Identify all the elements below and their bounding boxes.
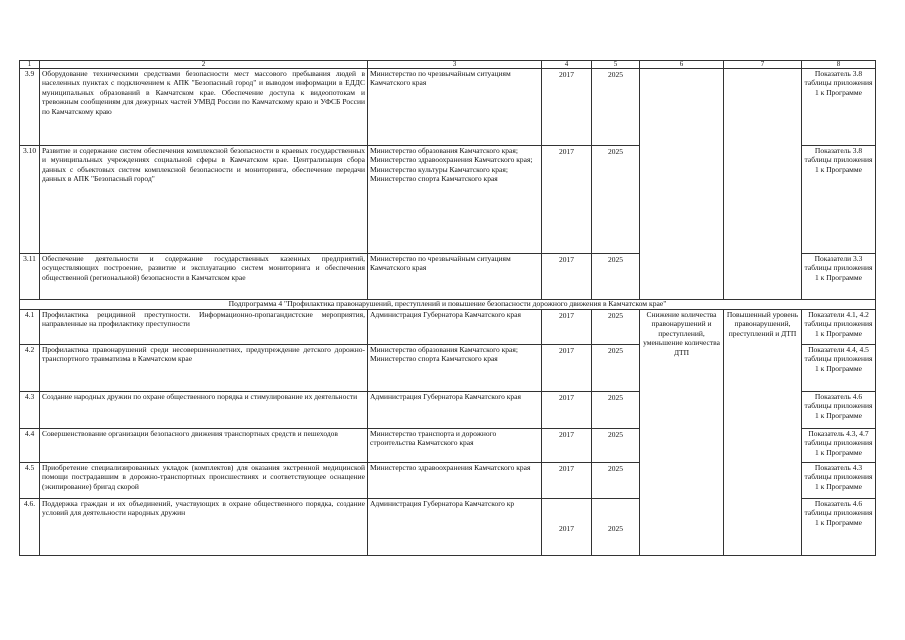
row-number: 3.9 — [20, 69, 40, 146]
indicator: Показатель 3.8 таблицы приложения 1 к Программе — [802, 146, 876, 254]
executor: Администрация Губернатора Камчатского кр — [368, 499, 542, 556]
program-table — [19, 60, 876, 556]
column-number-row — [20, 61, 876, 69]
col-header-1: 1 — [20, 61, 40, 69]
start-year: 2017 — [542, 463, 592, 499]
consequence-of-failure: Повышенный уровень правонарушений, преступлений и ДТП — [724, 310, 802, 556]
row-number: 4.1 — [20, 310, 40, 345]
executor: Министерство по чрезвычайным ситуациям Камчатского края — [368, 69, 542, 146]
end-year: 2025 — [592, 146, 640, 254]
executor: Министерство транспорта и дорожного строительства Камчатского края — [368, 429, 542, 463]
indicator: Показатели 4.1, 4.2 таблицы приложения 1 к Программе — [802, 310, 876, 345]
indicator: Показатели 4.4, 4.5 таблицы приложения 1 к Программе — [802, 345, 876, 392]
col-header-4: 4 — [542, 61, 592, 69]
row-number: 3.11 — [20, 254, 40, 300]
row-number: 4.6. — [20, 499, 40, 556]
measure-title: Создание народных дружин по охране общественного порядка и стимулирование их деятельности — [40, 392, 368, 429]
measure-title: Совершенствование организации безопасного движения транспортных средств и пешеходов — [40, 429, 368, 463]
executor: Министерство здравоохранения Камчатского края — [368, 463, 542, 499]
measure-title: Приобретение специализированных укладок (комплектов) для оказания экстренной медицинской помощи пострадавшим в дорожно-транспортных происшествиях и соответствующее оснащение (экипирование) бригад скорой — [40, 463, 368, 499]
end-year: 2025 — [592, 392, 640, 429]
end-year: 2025 — [592, 499, 640, 556]
indicator: Показатель 3.8 таблицы приложения 1 к Программе — [802, 69, 876, 146]
indicator: Показатель 4.3, 4.7 таблицы приложения 1 к Программе — [802, 429, 876, 463]
start-year: 2017 — [542, 345, 592, 392]
start-year: 2017 — [542, 146, 592, 254]
measure-title: Профилактика рецидивной преступности. Информационно-пропагандистские мероприятия, направленные на профилактику преступности — [40, 310, 368, 345]
start-year: 2017 — [542, 499, 592, 556]
table-row — [20, 310, 876, 345]
row-number: 3.10 — [20, 146, 40, 254]
executor: Министерство по чрезвычайным ситуациям Камчатского края — [368, 254, 542, 300]
col-header-8: 8 — [802, 61, 876, 69]
executor: Администрация Губернатора Камчатского края — [368, 392, 542, 429]
col-header-5: 5 — [592, 61, 640, 69]
indicator: Показатель 4.3 таблицы приложения 1 к Программе — [802, 463, 876, 499]
end-year: 2025 — [592, 429, 640, 463]
end-year: 2025 — [592, 254, 640, 300]
measure-title: Профилактика правонарушений среди несовершеннолетних, предупреждение детского дорожно-транспортного травматизма в Камчатском крае — [40, 345, 368, 392]
row-number: 4.3 — [20, 392, 40, 429]
measure-title: Оборудование техническими средствами безопасности мест массового пребывания людей в населенных пунктах с подключением к АПК "Безопасный город" и выводом информации в ЕДДС муниципальных образований в Камчатском крае. Обеспечение доступа к видеопотокам и тревожным сообщениям для дежурных частей УМВД России по Камчатскому краю и УФСБ России по Камчатскому краю — [40, 69, 368, 146]
measure-title: Обеспечение деятельности и содержание государственных казенных предприятий, осуществляющих построение, развитие и эксплуатацию систем мониторинга и обеспечения общественной (региональной) безопасности в Камчатском крае — [40, 254, 368, 300]
measure-title: Поддержка граждан и их объединений, участвующих в охране общественного порядка, создание условий для деятельности народных дружин — [40, 499, 368, 556]
end-year: 2025 — [592, 345, 640, 392]
row-number: 4.4 — [20, 429, 40, 463]
expected-result: Снижение количества правонарушений и преступлений, уменьшение количества ДТП — [640, 310, 724, 556]
col-header-2: 2 — [40, 61, 368, 69]
end-year: 2025 — [592, 69, 640, 146]
start-year: 2017 — [542, 429, 592, 463]
table-row — [20, 69, 876, 146]
row-number: 4.2 — [20, 345, 40, 392]
end-year: 2025 — [592, 310, 640, 345]
start-year: 2017 — [542, 69, 592, 146]
row-number: 4.5 — [20, 463, 40, 499]
executor: Министерство образования Камчатского края; Министерство спорта Камчатского края — [368, 345, 542, 392]
subprogram-title: Подпрограмма 4 "Профилактика правонарушений, преступлений и повышение безопасности дорожного движения в Камчатском крае" — [20, 300, 876, 310]
start-year: 2017 — [542, 392, 592, 429]
indicator: Показатель 4.6 таблицы приложения 1 к Программе — [802, 392, 876, 429]
subprogram-row — [20, 300, 876, 310]
indicator: Показатели 3.3 таблицы приложения 1 к Программе — [802, 254, 876, 300]
executor: Администрация Губернатора Камчатского края — [368, 310, 542, 345]
start-year: 2017 — [542, 254, 592, 300]
executor: Министерство образования Камчатского края; Министерство здравоохранения Камчатского края; Министерство культуры Камчатского края; Министерство спорта Камчатского края — [368, 146, 542, 254]
result-cell — [640, 69, 724, 300]
col-header-7: 7 — [724, 61, 802, 69]
start-year: 2017 — [542, 310, 592, 345]
consequence-cell — [724, 69, 802, 300]
end-year: 2025 — [592, 463, 640, 499]
indicator: Показатель 4.6 таблицы приложения 1 к Программе — [802, 499, 876, 556]
col-header-3: 3 — [368, 61, 542, 69]
measure-title: Развитие и содержание систем обеспечения комплексной безопасности в краевых государственных и муниципальных учреждениях социальной сферы в Камчатском крае. Централизация сбора данных с объектовых систем комплексной безопасности и мониторинга, обеспечение передачи данных в АПК "Безопасный город" — [40, 146, 368, 254]
col-header-6: 6 — [640, 61, 724, 69]
